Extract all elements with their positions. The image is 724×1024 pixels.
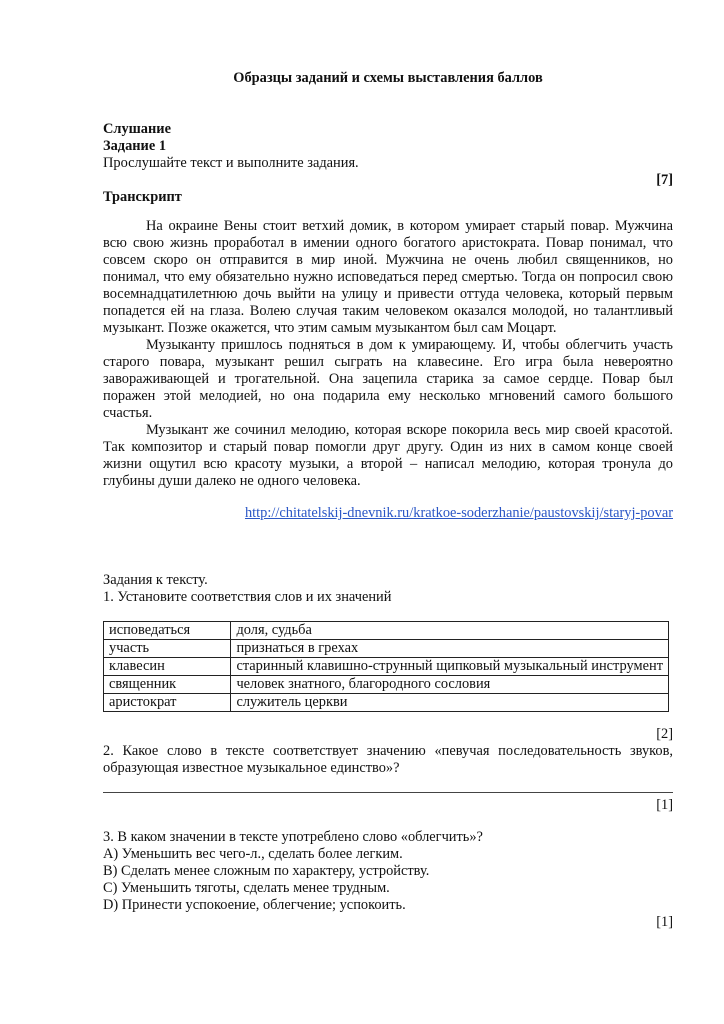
document-page — [103, 0, 673, 1024]
task-heading: Задание 1 — [103, 138, 167, 154]
question-1-points: [2] — [656, 726, 673, 742]
word-cell: аристократ — [104, 694, 231, 712]
table-row — [104, 622, 669, 640]
question-1: 1. Установите соответствия слов и их значений — [103, 589, 392, 605]
tasks-heading: Задания к тексту. — [103, 572, 208, 588]
source-link-line — [103, 505, 673, 522]
table-row — [104, 676, 669, 694]
transcript-heading: Транскрипт — [103, 189, 182, 205]
section-heading: Слушание — [103, 121, 171, 137]
answer-option[interactable]: A) Уменьшить вес чего-л., сделать более легким. — [103, 846, 403, 862]
question-2: 2. Какое слово в тексте соответствует значению «певучая последовательность звуков, образующая известное музыкальное единство»? — [103, 743, 673, 776]
question-2-points: [1] — [656, 797, 673, 813]
matching-table — [103, 621, 669, 712]
meaning-cell: человек знатного, благородного сословия — [231, 676, 669, 694]
word-cell: священник — [104, 676, 231, 694]
word-cell: участь — [104, 640, 231, 658]
answer-option[interactable]: B) Сделать менее сложным по характеру, устройству. — [103, 863, 430, 879]
meaning-cell: служитель церкви — [231, 694, 669, 712]
table-row — [104, 640, 669, 658]
total-points: [7] — [656, 172, 673, 188]
meaning-cell: доля, судьба — [231, 622, 669, 640]
table-row — [104, 694, 669, 712]
word-cell: клавесин — [104, 658, 231, 676]
source-link[interactable]: http://chitatelskij-dnevnik.ru/kratkoe-soderzhanie/paustovskij/staryj-povar — [244, 505, 673, 521]
task-instruction: Прослушайте текст и выполните задания. — [103, 155, 359, 171]
transcript-paragraph: Музыканту пришлось подняться в дом к умирающему. И, чтобы облегчить участь старого повара, музыкант решил сыграть на клавесине. Его игра была невероятно завораживающей и трогательной. Она зацепила старика за самое сердце. Повар был поражен этой мелодией, но она подарила ему несколько мгновений самого большого счастья. — [103, 337, 673, 421]
word-cell: исповедаться — [104, 622, 231, 640]
answer-option[interactable]: D) Принести успокоение, облегчение; успокоить. — [103, 897, 406, 913]
question-3: 3. В каком значении в тексте употреблено слово «облегчить»? — [103, 829, 483, 845]
meaning-cell: признаться в грехах — [231, 640, 669, 658]
transcript-paragraph: Музыкант же сочинил мелодию, которая вскоре покорила весь мир своей красотой. Так композитор и старый повар помогли друг другу. Один из них в самом конце своей жизни ощутил всю красоту музыки, а второй – написал мелодию, которая тронула до глубины души далеко не одного человека. — [103, 422, 673, 489]
answer-line[interactable] — [103, 792, 673, 793]
table-row — [104, 658, 669, 676]
answer-option[interactable]: C) Уменьшить тяготы, сделать менее трудным. — [103, 880, 390, 896]
question-3-points: [1] — [656, 914, 673, 930]
document-title: Образцы заданий и схемы выставления баллов — [233, 70, 543, 86]
meaning-cell: старинный клавишно-струнный щипковый музыкальный инструмент — [231, 658, 669, 676]
matching-table-wrap — [103, 621, 673, 712]
transcript-paragraph: На окраине Вены стоит ветхий домик, в котором умирает старый повар. Мужчина всю свою жизнь проработал в имении одного богатого аристократа. Повар понимал, что совсем скоро он отправится в мир иной. Мужчина не очень любил священников, но понимал, что ему обязательно нужно исповедаться перед смертью. Тогда он попросил свою восемнадцатилетнюю дочь выйти на улицу и привести оттуда человека, который первым попадется ей на глаза. Волею случая таким человеком оказался молодой, но талантливый музыкант. Позже окажется, что этим самым музыкантом был сам Моцарт. — [103, 218, 673, 336]
